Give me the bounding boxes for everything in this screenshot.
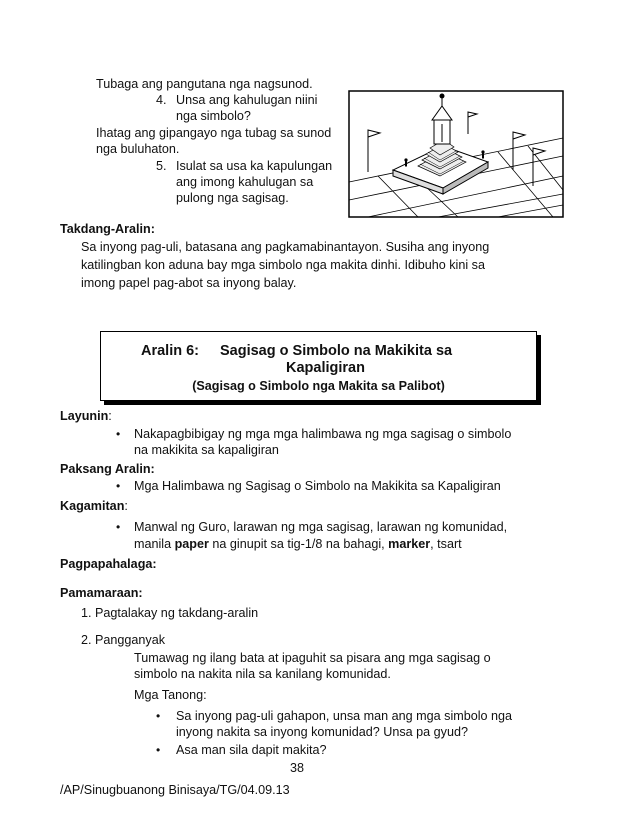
question-1-line1: Sa inyong pag-uli gahapon, unsa man ang mga simbolo nga bbox=[176, 709, 513, 723]
question-5-line2: ang imong kahulugan sa bbox=[176, 175, 314, 189]
bullet-icon: • bbox=[116, 427, 121, 441]
layunin-item-line2: na makikita sa kapaligiran bbox=[134, 443, 279, 457]
question-4-line1: Unsa ang kahulugan niini bbox=[176, 93, 318, 107]
question-5-line3: pulong nga sagisag. bbox=[176, 191, 289, 205]
layunin-item-line1: Nakapagbibigay ng mga mga halimbawa ng mga sagisag o simbolo bbox=[134, 427, 512, 441]
bullet-icon: • bbox=[156, 743, 161, 757]
lesson-title-line1: Sagisag o Simbolo na Makikita sa bbox=[220, 343, 453, 359]
question-4-number: 4. bbox=[156, 93, 167, 107]
question-4-line2: nga simbolo? bbox=[176, 109, 251, 123]
takdang-line2: katilingban kon aduna bay mga simbolo nga makita dinhi. Idibuho kini sa bbox=[81, 258, 485, 272]
lesson-title-box bbox=[100, 331, 537, 401]
lesson-title-line2: Kapaligiran bbox=[286, 360, 365, 376]
takdang-line1: Sa inyong pag-uli, batasana ang pagkamabinantayon. Susiha ang inyong bbox=[81, 240, 490, 254]
step-2-line2: simbolo na nakita nila sa kanilang komunidad. bbox=[134, 667, 391, 681]
layunin-heading: Layunin: bbox=[60, 409, 112, 423]
monument-illustration bbox=[348, 90, 564, 218]
paksang-aralin-heading: Paksang Aralin: bbox=[60, 462, 155, 476]
step-2-line1: Tumawag ng ilang bata at ipaguhit sa pisara ang mga sagisag o bbox=[134, 651, 491, 665]
instruction-line-2b: nga buluhaton. bbox=[96, 142, 180, 156]
step-1: 1. Pagtalakay ng takdang-aralin bbox=[81, 606, 259, 620]
lesson-label: Aralin 6: bbox=[141, 343, 200, 359]
instruction-line: Tubaga ang pangutana nga nagsunod. bbox=[96, 77, 313, 91]
bullet-icon: • bbox=[116, 479, 121, 493]
document-code: /AP/Sinugbuanong Binisaya/TG/04.09.13 bbox=[60, 783, 290, 797]
lesson-subtitle: (Sagisag o Simbolo nga Makita sa Palibot) bbox=[192, 379, 445, 393]
page-number: 38 bbox=[290, 761, 305, 775]
mga-tanong-label: Mga Tanong: bbox=[134, 688, 207, 702]
question-1-line2: inyong nakita sa inyong komunidad? Unsa pa gyud? bbox=[176, 725, 468, 739]
takdang-line3: imong papel pag-abot sa inyong balay. bbox=[81, 276, 297, 290]
pamamaraan-heading: Pamamaraan: bbox=[60, 586, 143, 600]
step-2: 2. Pangganyak bbox=[81, 633, 166, 647]
instruction-line-2a: Ihatag ang gipangayo nga tubag sa sunod bbox=[96, 126, 332, 140]
paksang-aralin-item: Mga Halimbawa ng Sagisag o Simbolo na Makikita sa Kapaligiran bbox=[134, 479, 501, 493]
question-5-line1: Isulat sa usa ka kapulungan bbox=[176, 159, 333, 173]
bullet-icon: • bbox=[156, 709, 161, 723]
pagpapahalaga-heading: Pagpapahalaga: bbox=[60, 557, 157, 571]
takdang-aralin-heading: Takdang-Aralin: bbox=[60, 222, 155, 236]
bullet-icon: • bbox=[116, 520, 121, 534]
kagamitan-item-line2: manila paper na ginupit sa tig-1/8 na bahagi, marker, tsart bbox=[134, 537, 462, 551]
kagamitan-item-line1: Manwal ng Guro, larawan ng mga sagisag, larawan ng komunidad, bbox=[134, 520, 508, 534]
kagamitan-heading: Kagamitan: bbox=[60, 499, 128, 513]
question-2: Asa man sila dapit makita? bbox=[176, 743, 327, 757]
question-5-number: 5. bbox=[156, 159, 167, 173]
